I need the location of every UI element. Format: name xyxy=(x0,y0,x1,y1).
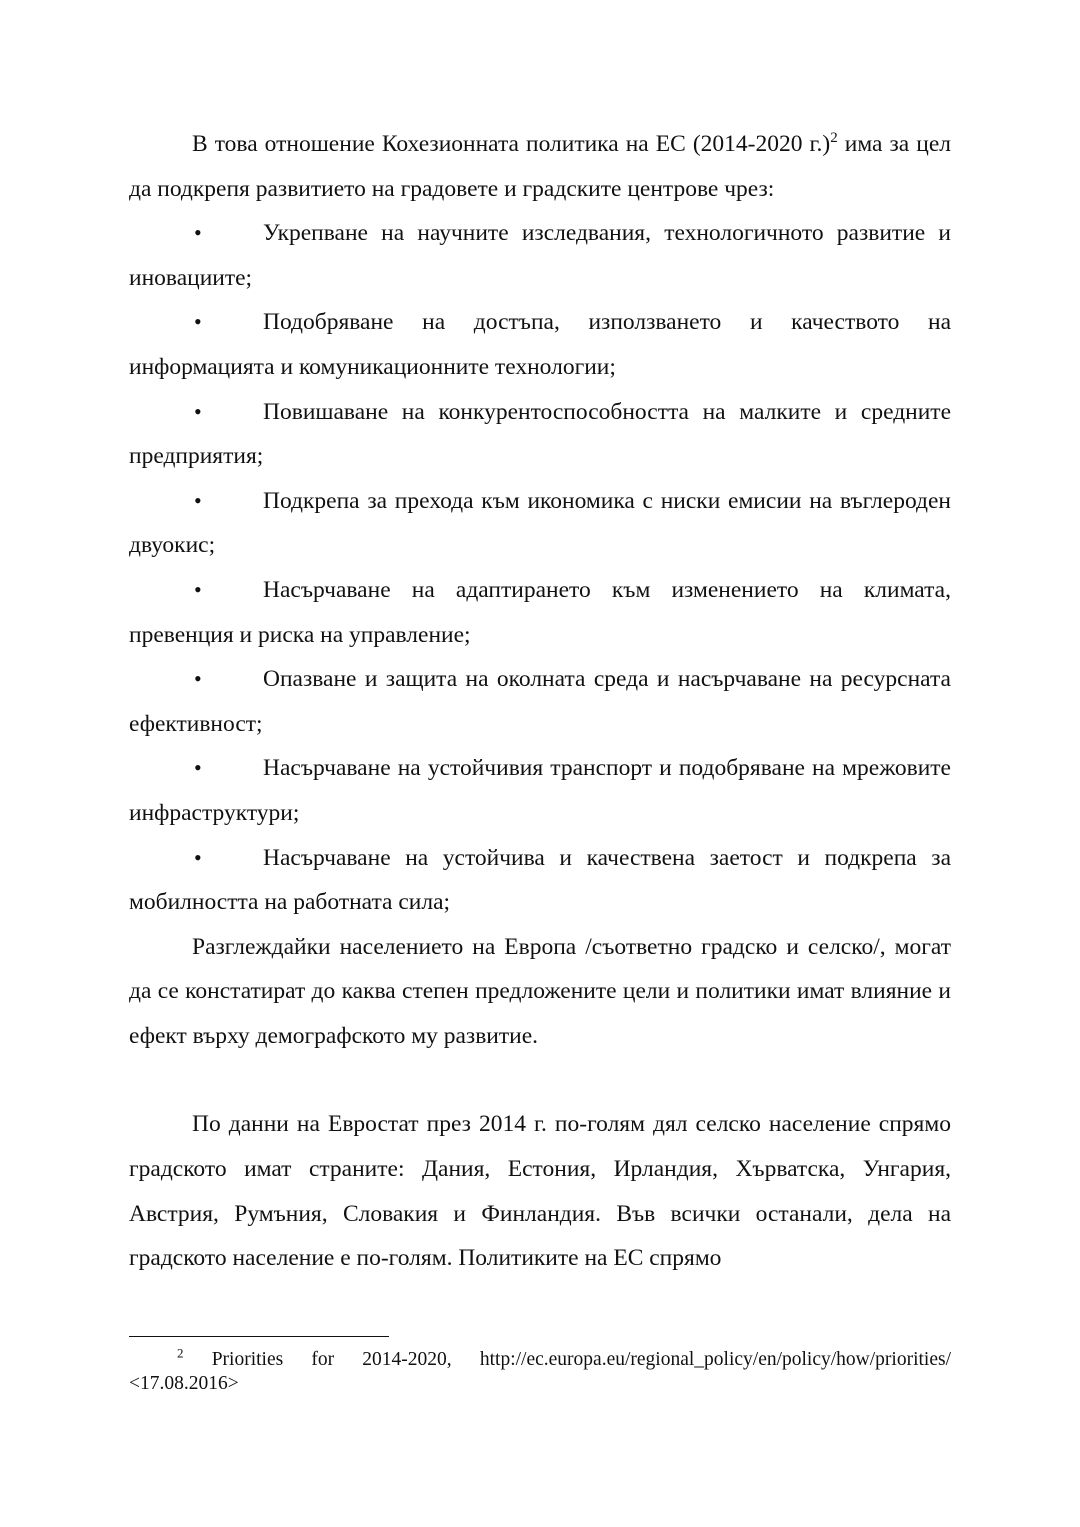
list-item-text: Укрепване на научните изследвания, технологичното развитие и иновациите; xyxy=(129,220,951,291)
bullet-icon: • xyxy=(194,309,202,335)
intro-text: В това отношение Кохезионната политика на ЕС (2014-2020 г.) xyxy=(192,131,831,157)
bullet-icon: • xyxy=(194,755,202,781)
bullet-icon: • xyxy=(194,398,202,424)
bullet-icon: • xyxy=(194,576,202,602)
paragraph-eurostat: По данни на Евростат през 2014 г. по-голям дял селско население спрямо градското имат страните: Дания, Естония, Ирландия, Хърватска, Унгария, Австрия, Румъния, Словакия и Финландия. Във всички останали, дела на градското население е по-голям. Политиките на ЕС спрямо xyxy=(129,1111,951,1272)
list-item-text: Насърчаване на адаптирането към изменението на климата, превенция и риска на управление; xyxy=(129,576,951,648)
footnote-reference[interactable]: 2 xyxy=(830,130,838,147)
list-item xyxy=(129,746,951,835)
footnote-text: Priorities for 2014-2020, http://ec.europa.eu/regional_policy/en/policy/how/priorities/ <17.08.2016> xyxy=(129,1349,951,1394)
bullet-icon: • xyxy=(194,844,202,870)
intro-text-continued: има за цел да подкрепя развитието на градовете и градските центрове чрез: xyxy=(129,131,951,202)
list-item xyxy=(129,836,951,925)
bullet-icon: • xyxy=(194,666,202,692)
body-text xyxy=(129,122,951,1281)
bullet-icon: • xyxy=(194,220,202,246)
list-item-text: Насърчаване на устойчива и качествена заетост и подкрепа за мобилността на работната сила; xyxy=(129,844,951,916)
list-item-text: Повишаване на конкурентоспособността на малките и средните предприятия; xyxy=(129,398,951,470)
list-item xyxy=(129,568,951,657)
list-item xyxy=(129,657,951,746)
list-item xyxy=(129,300,951,389)
list-item xyxy=(129,211,951,300)
list-item-text: Опазване и защита на околната среда и насърчаване на ресурсната ефективност; xyxy=(129,666,951,737)
intro-paragraph xyxy=(129,122,951,211)
footnote-separator xyxy=(129,1336,389,1337)
list-item-text: Подобряване на достъпа, използването и качеството на информацията и комуникационните технологии; xyxy=(129,309,951,380)
paragraph-population: Разглеждайки населението на Европа /съответно градско и селско/, могат да се констатират до каква степен предложените цели и политики имат влияние и ефект върху демографското му развитие. xyxy=(129,933,951,1049)
bullet-icon: • xyxy=(194,487,202,513)
list-item xyxy=(129,390,951,479)
paragraph-spacer xyxy=(129,1058,951,1102)
footnote xyxy=(129,1345,951,1396)
list-item-text: Подкрепа за прехода към икономика с ниски емисии на въглероден двуокис; xyxy=(129,487,951,559)
footnote-number: 2 xyxy=(177,1345,184,1361)
list-item-text: Насърчаване на устойчивия транспорт и подобряване на мрежовите инфраструктури; xyxy=(129,755,951,826)
list-item xyxy=(129,479,951,568)
